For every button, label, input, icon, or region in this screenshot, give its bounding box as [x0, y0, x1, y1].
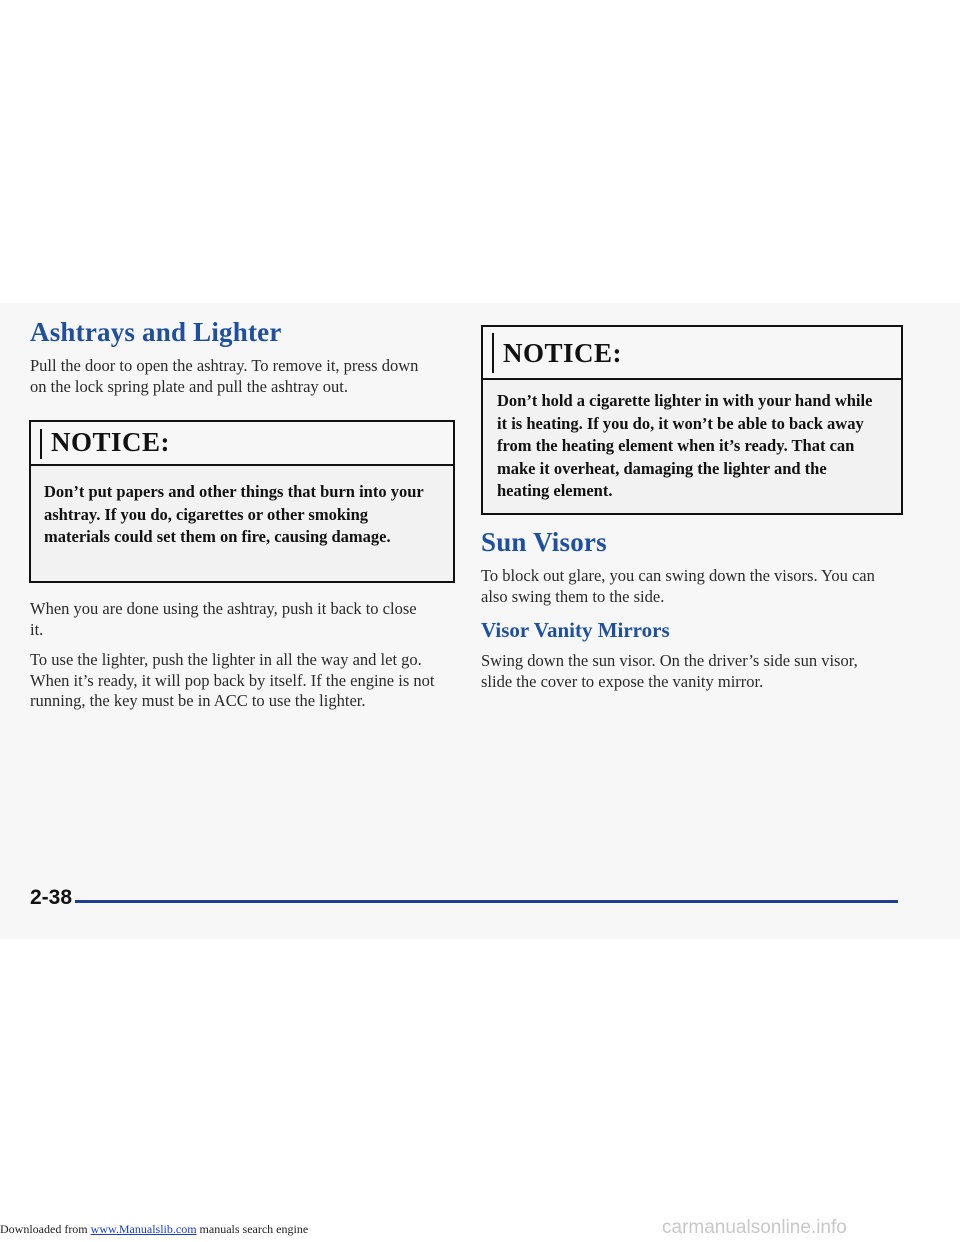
subtitle-visor-vanity-mirrors: Visor Vanity Mirrors	[481, 618, 670, 642]
notice-header	[483, 327, 901, 380]
source-banner	[0, 1222, 308, 1237]
lighter-usage-text: To use the lighter, push the lighter in all the way and let go. When it’s ready, it will pop back by itself. If the engine is not running, the key must be in ACC to use the lighter.	[30, 650, 435, 710]
sun-visors-text: To block out glare, you can swing down the visors. You can also swing them to the side.	[481, 566, 875, 606]
ashtray-close-text: When you are done using the ashtray, push it back to close it.	[30, 599, 417, 639]
manualslib-link[interactable]: www.Manualslib.com	[90, 1222, 197, 1236]
page-number: 2-38	[30, 886, 73, 909]
notice-accent-bar	[492, 333, 494, 373]
section-title-sun-visors: Sun Visors	[481, 527, 607, 557]
banner-suffix: manuals search engine	[196, 1222, 309, 1236]
notice-box-ashtray	[29, 420, 455, 583]
section-title-ashtrays: Ashtrays and Lighter	[30, 317, 282, 347]
notice-label: NOTICE:	[51, 427, 171, 457]
ashtray-intro-text: Pull the door to open the ashtray. To remove it, press down on the lock spring plate and pull the ashtray out.	[30, 356, 419, 396]
notice-header	[31, 422, 453, 466]
manual-page	[0, 303, 960, 939]
watermark-text: carmanualsonline.info	[662, 1217, 847, 1238]
banner-prefix: Downloaded from	[0, 1222, 91, 1236]
notice-accent-bar	[40, 429, 42, 459]
notice-text-ashtray: Don’t put papers and other things that burn into your ashtray. If you do, cigarettes or other smoking materials could set them on fire, causing damage.	[44, 482, 424, 546]
notice-label: NOTICE:	[503, 338, 623, 368]
vanity-mirrors-text: Swing down the sun visor. On the driver’s side sun visor, slide the cover to expose the vanity mirror.	[481, 651, 858, 691]
footer-rule	[75, 900, 898, 903]
notice-text-lighter: Don’t hold a cigarette lighter in with your hand while it is heating. If you do, it won’t be able to back away from the heating element when it’s ready. That can make it overheat, damaging the lighter and the heating element.	[497, 391, 873, 500]
notice-box-lighter	[481, 325, 903, 515]
